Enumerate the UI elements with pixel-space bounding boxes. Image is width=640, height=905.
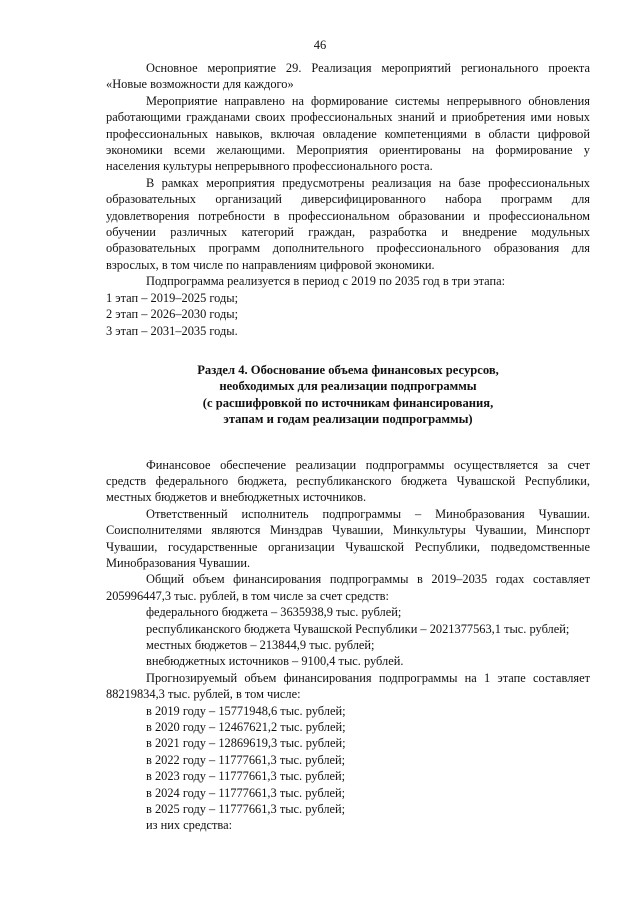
federal-budget-line: федерального бюджета – 3635938,9 тыс. рублей; xyxy=(146,605,402,620)
funds-breakdown-intro: из них средства: xyxy=(146,818,233,833)
section-heading-line: (с расшифровкой по источникам финансирования, xyxy=(202,395,494,410)
financing-paragraph: Финансовое обеспечение реализации подпрограммы осуществляется за счет средств федерального бюджета, республиканского бюджета Чувашской Республики, местных бюджетов и внебюджетных источников. xyxy=(106,457,590,505)
activity-title: Основное мероприятие 29. Реализация мероприятий регионального проекта «Новые возможности для каждого» xyxy=(106,61,590,92)
republican-budget-line: республиканского бюджета Чувашской Республики – 2021377563,1 тыс. рублей; xyxy=(146,621,570,636)
section-heading-line: Раздел 4. Обоснование объема финансовых ресурсов, xyxy=(197,362,499,377)
section-heading xyxy=(106,362,590,428)
stage-item: 3 этап – 2031–2035 годы. xyxy=(106,323,238,338)
year-funding-line: в 2022 году – 11777661,3 тыс. рублей; xyxy=(146,752,346,767)
stage-item: 2 этап – 2026–2030 годы; xyxy=(106,307,239,322)
year-funding-line: в 2020 году – 12467621,2 тыс. рублей; xyxy=(146,720,346,735)
local-budget-line: местных бюджетов – 213844,9 тыс. рублей; xyxy=(146,638,375,652)
year-funding-line: в 2024 году – 11777661,3 тыс. рублей; xyxy=(146,785,346,800)
document-body xyxy=(106,60,590,834)
total-volume-paragraph: Общий объем финансирования подпрограммы в 2019–2035 годах составляет 205996447,3 тыс. рублей, в том числе за счет средств: xyxy=(106,572,590,603)
extrabudget-line: внебюджетных источников – 9100,4 тыс. рублей. xyxy=(146,654,404,669)
page-number: 46 xyxy=(313,38,327,52)
period-statement: Подпрограмма реализуется в период с 2019 по 2035 год в три этапа: xyxy=(146,274,506,289)
stage-one-forecast-paragraph: Прогнозируемый объем финансирования подпрограммы на 1 этапе составляет 88219834,3 тыс. рублей, в том числе: xyxy=(106,670,590,702)
section-heading-line: необходимых для реализации подпрограммы xyxy=(219,379,477,394)
stage-item: 1 этап – 2019–2025 годы; xyxy=(106,290,239,305)
activity-measures: В рамках мероприятия предусмотрены реализация на базе профессиональных образовательных организаций диверсифицированного набора программ для удовлетворения потребности в профессиональном образовании и профессиональном обучении различных категорий граждан, разработка и внедрение модульных образовательных программ дополнительного профессионального образования для взрослых, в том числе по направлениям цифровой экономики. xyxy=(106,175,590,272)
section-heading-line: этапам и годам реализации подпрограммы) xyxy=(223,412,473,427)
year-funding-line: в 2019 году – 15771948,6 тыс. рублей; xyxy=(146,703,346,718)
activity-description: Мероприятие направлено на формирование системы непрерывного обновления работающими гражданами своих профессиональных знаний и приобретения ими новых профессиональных навыков, включая овладение компетенциями в области цифровой экономики всеми желающими. Мероприятия ориентированы на формирование у населения культуры непрерывного профессионального роста. xyxy=(106,93,590,174)
year-funding-line: в 2025 году – 11777661,3 тыс. рублей; xyxy=(146,802,346,817)
executor-paragraph: Ответственный исполнитель подпрограммы – Минобразования Чувашии. Соисполнителями являются Минздрав Чувашии, Минкультуры Чувашии, Минспорт Чувашии, государственные организации Чувашской Республики, подведомственные Минобразования Чувашии. xyxy=(106,506,590,570)
year-funding-line: в 2021 году – 12869619,3 тыс. рублей; xyxy=(146,736,346,751)
year-funding-line: в 2023 году – 11777661,3 тыс. рублей; xyxy=(146,769,346,784)
